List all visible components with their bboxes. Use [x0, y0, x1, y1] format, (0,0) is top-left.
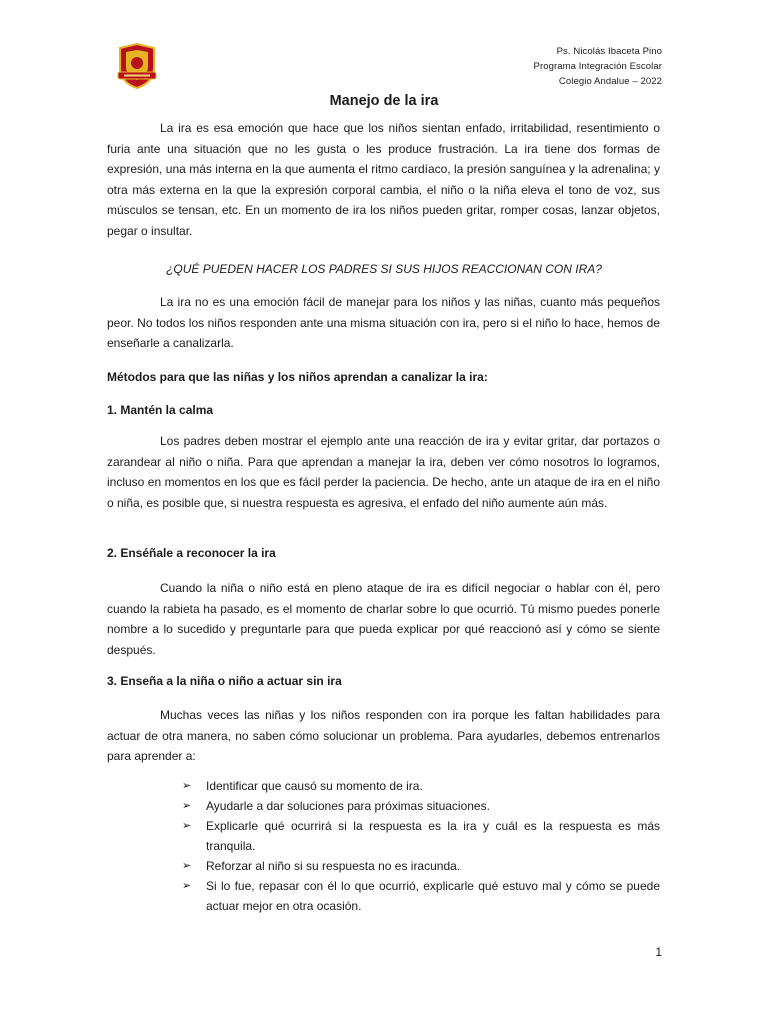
section-1-heading: 1. Mantén la calma — [107, 403, 214, 417]
list-item: ➢ Explicarle qué ocurrirá si la respuesta es la ira y cuál es la respuesta es más tranquila. — [182, 816, 660, 856]
header-author: Ps. Nicolás Ibaceta Pino — [556, 46, 662, 57]
list-item: ➢ Identificar que causó su momento de ira. — [182, 776, 660, 796]
section-3-text: Muchas veces las niñas y los niños responden con ira porque les faltan habilidades para actuar de otra manera, no saben cómo solucionar un problema. Para ayudarles, debemos entrenarlos para aprender a: — [107, 708, 660, 763]
section-2-text: Cuando la niña o niño está en pleno ataque de ira es difícil negociar o hablar con él, pero cuando la rabieta ha pasado, es el momento de charlar sobre lo que ocurrió. Tú mismo puedes ponerle nombre a lo sucedido y preguntarle para que pueda explicar por qué reaccionó así y cómo se siente después. — [107, 581, 660, 657]
page-number: 1 — [655, 945, 662, 959]
header-program: Programa Integración Escolar — [533, 61, 662, 72]
section-2-heading: 2. Enséñale a reconocer la ira — [107, 546, 276, 560]
paragraph-2: La ira no es una emoción fácil de manejar para los niños y las niñas, cuanto más pequeños peor. No todos los niños responden ante una misma situación con ira, pero si el niño lo hace, hemos de enseñarle a canalizarla. — [107, 295, 660, 350]
list-item: ➢ Ayudarle a dar soluciones para próximas situaciones. — [182, 796, 660, 816]
arrow-bullet-icon: ➢ — [182, 820, 192, 832]
list-item: ➢ Si lo fue, repasar con él lo que ocurrió, explicarle qué estuvo mal y cómo se puede actuar mejor en otra ocasión. — [182, 876, 660, 916]
arrow-bullet-icon: ➢ — [182, 800, 192, 812]
arrow-bullet-icon: ➢ — [182, 880, 192, 892]
document-title: Manejo de la ira — [329, 93, 439, 109]
methods-heading: Métodos para que las niñas y los niños aprendan a canalizar la ira: — [107, 370, 488, 384]
list-item: ➢ Reforzar al niño si su respuesta no es iracunda. — [182, 856, 660, 876]
bullet-list — [182, 776, 660, 916]
section-1-text: Los padres deben mostrar el ejemplo ante una reacción de ira y evitar gritar, dar portazos o zarandear al niño o niña. Para que aprendan a manejar la ira, deben ver cómo nosotros lo logramos, incluso en momentos en los que es fácil perder la paciencia. De hecho, ante un ataque de ira en el niño o niña, es posible que, si nuestra respuesta es agresiva, el enfado del niño aumente aún más. — [107, 434, 660, 510]
arrow-bullet-icon: ➢ — [182, 780, 192, 792]
intro-paragraph: La ira es esa emoción que hace que los niños sientan enfado, irritabilidad, resentimiento o furia ante una situación que no les gusta o les produce frustración. La ira tiene dos formas de expresión, una más interna en la que aumenta el ritmo cardíaco, la presión sanguínea y la adrenalina; y otra más externa en la que la expresión corporal cambia, el niño o la niña eleva el tono de voz, sus músculos se tensan, etc. En un momento de ira los niños pueden gritar, romper cosas, lanzar objetos, pegar o insultar. — [107, 121, 660, 238]
arrow-bullet-icon: ➢ — [182, 860, 192, 872]
school-logo — [116, 42, 158, 90]
header-info — [534, 44, 662, 89]
question-subtitle: ¿QUÉ PUEDEN HACER LOS PADRES SI SUS HIJOS REACCIONAN CON IRA? — [166, 262, 602, 276]
header-school: Colegio Andalue – 2022 — [558, 76, 662, 87]
section-3-heading: 3. Enseña a la niña o niño a actuar sin ira — [107, 674, 342, 688]
